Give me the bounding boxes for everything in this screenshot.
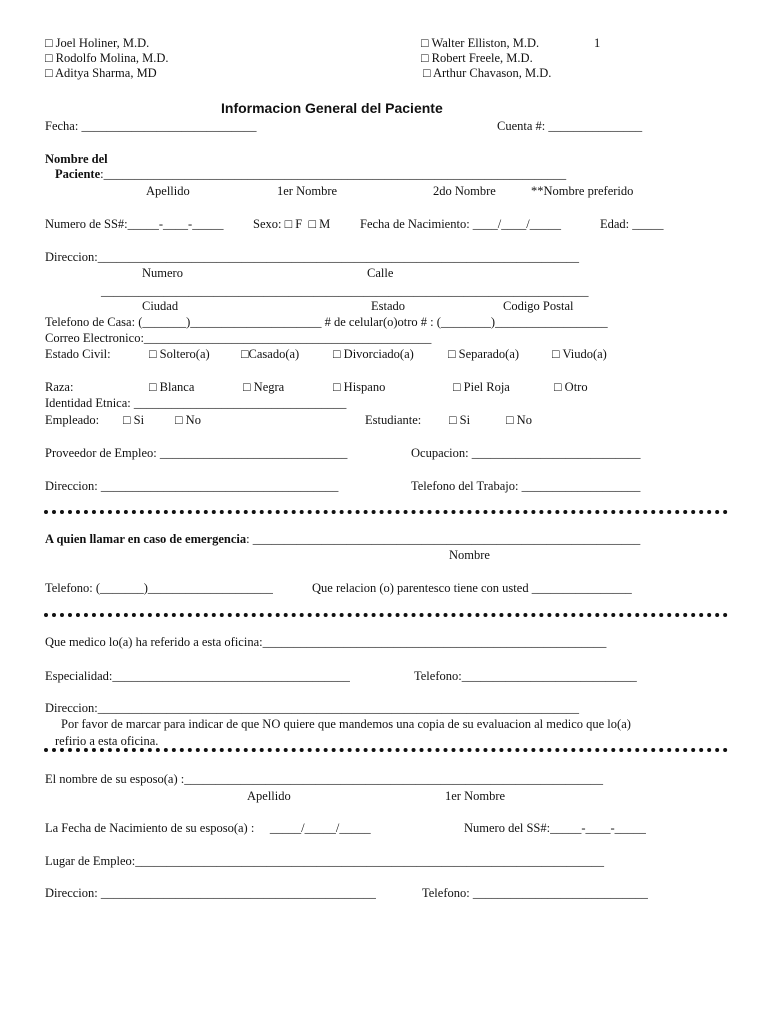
edad-field[interactable]: Edad: _____ (600, 217, 664, 231)
sub-esposo-apellido: Apellido (247, 789, 291, 803)
doctor-option-holiner[interactable]: □ Joel Holiner, M.D. (45, 36, 150, 50)
empleado-no-checkbox[interactable]: □ No (175, 413, 201, 427)
estudiante-label: Estudiante: (365, 413, 422, 427)
direccion-line-2[interactable]: ______________________________________________________________________________ (101, 284, 589, 298)
sub-segundo-nombre: 2do Nombre (433, 184, 496, 198)
medico-referido-field[interactable]: Que medico lo(a) ha referido a esta oficina:_______________________________________________________ (45, 635, 607, 649)
esposo-telefono-field[interactable]: Telefono: ____________________________ (422, 886, 648, 900)
direccion-trabajo-field[interactable]: Direccion: ______________________________________ (45, 479, 339, 493)
cuenta-field[interactable]: Cuenta #: _______________ (497, 119, 643, 133)
esposo-nombre-field[interactable]: El nombre de su esposo(a) :___________________________________________________________________ (45, 772, 603, 786)
emergencia-field[interactable] (45, 533, 640, 546)
empleado-si-checkbox[interactable]: □ Si (123, 413, 145, 427)
no-copia-note-cont: refirio a esta oficina. (55, 734, 159, 748)
checkbox-otro[interactable]: □ Otro (554, 380, 588, 394)
esposo-ss-field[interactable]: Numero del SS#:_____-____-_____ (464, 821, 646, 835)
checkbox-casado[interactable]: □Casado(a) (241, 347, 300, 361)
sexo-options[interactable]: Sexo: □ F □ M (253, 217, 331, 231)
empleado-label: Empleado: (45, 413, 100, 427)
checkbox-viudo[interactable]: □ Viudo(a) (552, 347, 607, 361)
sub-calle: Calle (367, 266, 394, 280)
ss-field[interactable]: Numero de SS#:_____-____-_____ (45, 217, 224, 231)
paciente-label: Paciente (55, 167, 101, 181)
section-separator (44, 613, 728, 617)
raza-label: Raza: (45, 380, 74, 394)
estudiante-no-checkbox[interactable]: □ No (506, 413, 532, 427)
telefono-trabajo-field[interactable]: Telefono del Trabajo: ___________________ (411, 479, 641, 493)
page-number: 1 (594, 36, 601, 50)
estado-civil-label: Estado Civil: (45, 347, 111, 361)
correo-field[interactable]: Correo Electronico:______________________________________________ (45, 331, 432, 345)
esposo-direccion-field[interactable]: Direccion: ____________________________________________ (45, 886, 376, 900)
doctor-option-chavason[interactable]: □ Arthur Chavason, M.D. (423, 66, 552, 80)
sub-nombre-preferido: **Nombre preferido (531, 184, 634, 198)
checkbox-negra[interactable]: □ Negra (243, 380, 285, 394)
checkbox-hispano[interactable]: □ Hispano (333, 380, 386, 394)
identidad-etnica-field[interactable]: Identidad Etnica: __________________________________ (45, 396, 347, 410)
esposo-nacimiento-field[interactable]: La Fecha de Nacimiento de su esposo(a) : _____/_____/_____ (45, 821, 371, 835)
emergencia-relacion-field[interactable]: Que relacion (o) parentesco tiene con usted ________________ (312, 581, 632, 595)
page-title: Informacion General del Paciente (221, 100, 443, 116)
checkbox-blanca[interactable]: □ Blanca (149, 380, 195, 394)
doctor-option-freele[interactable]: □ Robert Freele, M.D. (421, 51, 533, 65)
nacimiento-field[interactable]: Fecha de Nacimiento: ____/____/_____ (360, 217, 562, 231)
fecha-field[interactable]: Fecha: ____________________________ (45, 119, 257, 133)
doctor-option-molina[interactable]: □ Rodolfo Molina, M.D. (45, 51, 169, 65)
sub-esposo-nombre: 1er Nombre (445, 789, 506, 803)
checkbox-separado[interactable]: □ Separado(a) (448, 347, 520, 361)
sub-emergencia-nombre: Nombre (449, 548, 490, 562)
checkbox-piel-roja[interactable]: □ Piel Roja (453, 380, 510, 394)
sub-ciudad: Ciudad (142, 299, 179, 313)
emergencia-line[interactable]: : ______________________________________________________________ (246, 532, 641, 546)
doctor-option-elliston[interactable]: □ Walter Elliston, M.D. (421, 36, 540, 50)
especialidad-field[interactable]: Especialidad:______________________________________ (45, 669, 350, 683)
direccion-field[interactable]: Direccion:_____________________________________________________________________________ (45, 250, 580, 264)
checkbox-soltero[interactable]: □ Soltero(a) (149, 347, 210, 361)
emergencia-telefono-field[interactable]: Telefono: (_______)____________________ (45, 581, 273, 595)
emergencia-label: A quien llamar en caso de emergencia (45, 532, 247, 546)
doctor-option-sharma[interactable]: □ Aditya Sharma, MD (45, 66, 157, 80)
nombre-label: Nombre del (45, 152, 108, 166)
nombre-field[interactable] (55, 168, 566, 181)
lugar-empleo-field[interactable]: Lugar de Empleo:___________________________________________________________________________ (45, 854, 604, 868)
nombre-line[interactable]: :__________________________________________________________________________ (100, 167, 567, 181)
sub-apellido: Apellido (146, 184, 190, 198)
proveedor-empleo-field[interactable]: Proveedor de Empleo: ______________________________ (45, 446, 348, 460)
telefono-casa-field[interactable]: Telefono de Casa: (_______)_____________________ # de celular(o)otro # : (________)__________________ (45, 315, 608, 329)
ocupacion-field[interactable]: Ocupacion: ___________________________ (411, 446, 641, 460)
medico-direccion-field[interactable]: Direccion:_____________________________________________________________________________ (45, 701, 580, 715)
sub-codigo-postal: Codigo Postal (503, 299, 574, 313)
section-separator (44, 748, 728, 752)
sub-estado: Estado (371, 299, 406, 313)
medico-telefono-field[interactable]: Telefono:____________________________ (414, 669, 637, 683)
sub-primer-nombre: 1er Nombre (277, 184, 338, 198)
no-copia-note[interactable]: Por favor de marcar para indicar de que NO quiere que mandemos una copia de su evaluacion al medico que lo(a) (61, 717, 631, 731)
section-separator (44, 510, 728, 514)
sub-numero: Numero (142, 266, 183, 280)
estudiante-si-checkbox[interactable]: □ Si (449, 413, 471, 427)
checkbox-divorciado[interactable]: □ Divorciado(a) (333, 347, 414, 361)
